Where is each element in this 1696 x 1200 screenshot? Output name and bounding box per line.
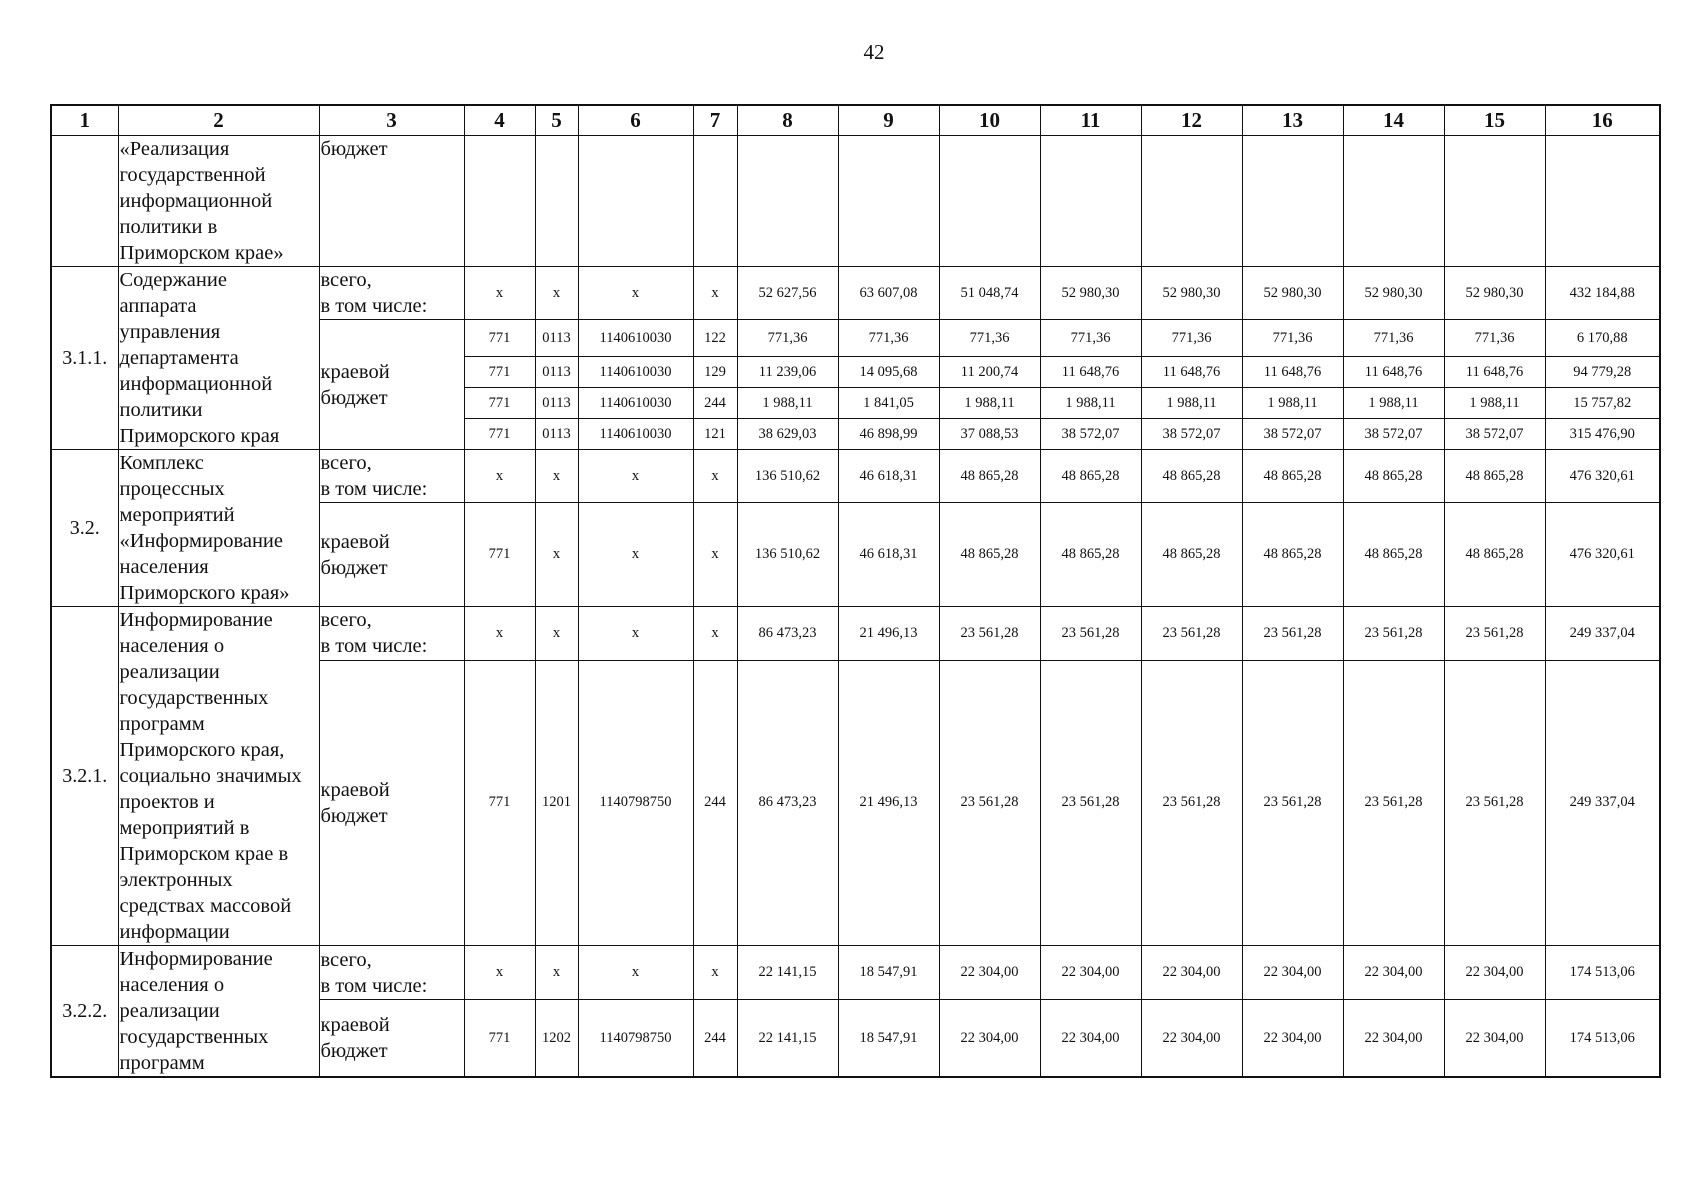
value-cell: 86 473,23 — [737, 660, 838, 945]
column-header: 3 — [319, 105, 464, 136]
item-name-cell: Содержание аппарата управления департамента информационной политики Приморского края — [118, 267, 319, 450]
value-cell: x — [464, 450, 535, 503]
value-cell — [1040, 136, 1141, 267]
value-cell: 1140610030 — [578, 320, 693, 357]
table-row — [51, 267, 1660, 320]
value-cell: 0113 — [535, 320, 578, 357]
value-cell: x — [578, 503, 693, 607]
value-cell — [1545, 136, 1660, 267]
value-cell: 476 320,61 — [1545, 503, 1660, 607]
value-cell: x — [693, 503, 737, 607]
value-cell: 22 141,15 — [737, 946, 838, 1000]
value-cell: 94 779,28 — [1545, 357, 1660, 388]
item-name-cell: Комплекс процессных мероприятий «Информирование населения Приморского края» — [118, 450, 319, 607]
column-header: 12 — [1141, 105, 1242, 136]
value-cell: 38 572,07 — [1141, 419, 1242, 450]
value-cell — [737, 136, 838, 267]
value-cell: x — [693, 450, 737, 503]
value-cell: 23 561,28 — [1444, 607, 1545, 661]
value-cell: 86 473,23 — [737, 607, 838, 661]
value-cell: 1 988,11 — [1141, 388, 1242, 419]
value-cell: 0113 — [535, 357, 578, 388]
value-cell: 22 304,00 — [1040, 1000, 1141, 1077]
value-cell: 432 184,88 — [1545, 267, 1660, 320]
item-number-cell: 3.2.2. — [51, 946, 118, 1078]
budget-table — [50, 104, 1661, 1078]
value-cell — [464, 136, 535, 267]
value-cell: 771 — [464, 320, 535, 357]
value-cell: 174 513,06 — [1545, 946, 1660, 1000]
value-cell: 23 561,28 — [939, 660, 1040, 945]
value-cell: 11 648,76 — [1242, 357, 1343, 388]
value-cell: 122 — [693, 320, 737, 357]
value-cell: 11 648,76 — [1343, 357, 1444, 388]
value-cell: 23 561,28 — [1040, 660, 1141, 945]
value-cell: 22 304,00 — [1040, 946, 1141, 1000]
value-cell: 6 170,88 — [1545, 320, 1660, 357]
value-cell: x — [578, 450, 693, 503]
value-cell: 52 980,30 — [1242, 267, 1343, 320]
value-cell: 136 510,62 — [737, 503, 838, 607]
funding-source-cell: всего, в том числе: — [319, 607, 464, 661]
value-cell: 18 547,91 — [838, 1000, 939, 1077]
value-cell: 18 547,91 — [838, 946, 939, 1000]
value-cell: x — [464, 946, 535, 1000]
value-cell: 52 980,30 — [1141, 267, 1242, 320]
value-cell: 23 561,28 — [1040, 607, 1141, 661]
value-cell: 52 980,30 — [1040, 267, 1141, 320]
value-cell: 52 980,30 — [1343, 267, 1444, 320]
value-cell: x — [693, 267, 737, 320]
value-cell: x — [535, 503, 578, 607]
value-cell — [578, 136, 693, 267]
value-cell: 0113 — [535, 388, 578, 419]
column-header: 6 — [578, 105, 693, 136]
funding-source-cell: всего, в том числе: — [319, 450, 464, 503]
value-cell: 37 088,53 — [939, 419, 1040, 450]
value-cell: 15 757,82 — [1545, 388, 1660, 419]
value-cell: 771,36 — [1343, 320, 1444, 357]
value-cell: 1 988,11 — [1444, 388, 1545, 419]
value-cell: 22 304,00 — [1343, 946, 1444, 1000]
value-cell: 23 561,28 — [1343, 607, 1444, 661]
value-cell: 771 — [464, 357, 535, 388]
item-number-cell: 3.1.1. — [51, 267, 118, 450]
value-cell: 23 561,28 — [1141, 607, 1242, 661]
value-cell: 22 304,00 — [1141, 946, 1242, 1000]
value-cell: 48 865,28 — [1343, 503, 1444, 607]
value-cell: 771,36 — [737, 320, 838, 357]
funding-source-cell: краевой бюджет — [319, 320, 464, 450]
column-header: 14 — [1343, 105, 1444, 136]
value-cell: 46 618,31 — [838, 503, 939, 607]
column-header: 10 — [939, 105, 1040, 136]
value-cell: 48 865,28 — [1040, 450, 1141, 503]
column-header: 8 — [737, 105, 838, 136]
value-cell: 771 — [464, 388, 535, 419]
table-row — [51, 946, 1660, 1000]
item-name-cell: «Реализация государственной информационной политики в Приморском крае» — [118, 136, 319, 267]
value-cell: 136 510,62 — [737, 450, 838, 503]
value-cell: 11 648,76 — [1444, 357, 1545, 388]
value-cell: 22 141,15 — [737, 1000, 838, 1077]
value-cell: 48 865,28 — [1040, 503, 1141, 607]
column-header: 13 — [1242, 105, 1343, 136]
value-cell: 48 865,28 — [1141, 450, 1242, 503]
value-cell: x — [535, 267, 578, 320]
value-cell — [1141, 136, 1242, 267]
value-cell: 22 304,00 — [939, 1000, 1040, 1077]
value-cell: 1 841,05 — [838, 388, 939, 419]
value-cell: 1140610030 — [578, 357, 693, 388]
value-cell: 1202 — [535, 1000, 578, 1077]
table-row — [51, 136, 1660, 267]
value-cell: x — [464, 267, 535, 320]
item-number-cell: 3.2. — [51, 450, 118, 607]
value-cell: 771 — [464, 1000, 535, 1077]
table-row — [51, 450, 1660, 503]
value-cell: 1140610030 — [578, 388, 693, 419]
value-cell: 11 200,74 — [939, 357, 1040, 388]
column-header: 4 — [464, 105, 535, 136]
value-cell: 1140610030 — [578, 419, 693, 450]
item-name-cell: Информирование населения о реализации государственных программ Приморского края, социально значимых проектов и мероприятий в Приморском крае в электронных средствах массовой информации — [118, 607, 319, 946]
value-cell: 771,36 — [1040, 320, 1141, 357]
value-cell: 1140798750 — [578, 660, 693, 945]
value-cell: 771 — [464, 419, 535, 450]
funding-source-cell: бюджет — [319, 136, 464, 267]
value-cell: 771,36 — [1444, 320, 1545, 357]
value-cell: 63 607,08 — [838, 267, 939, 320]
value-cell: 22 304,00 — [939, 946, 1040, 1000]
value-cell: 1201 — [535, 660, 578, 945]
value-cell: 315 476,90 — [1545, 419, 1660, 450]
page-number: 42 — [863, 40, 885, 64]
column-header: 16 — [1545, 105, 1660, 136]
value-cell — [693, 136, 737, 267]
value-cell: 23 561,28 — [1343, 660, 1444, 945]
value-cell: 129 — [693, 357, 737, 388]
value-cell: 22 304,00 — [1444, 1000, 1545, 1077]
value-cell: 244 — [693, 660, 737, 945]
value-cell: 771,36 — [838, 320, 939, 357]
value-cell: 11 239,06 — [737, 357, 838, 388]
value-cell: 22 304,00 — [1444, 946, 1545, 1000]
value-cell: 46 898,99 — [838, 419, 939, 450]
value-cell: 48 865,28 — [1242, 503, 1343, 607]
value-cell: 11 648,76 — [1040, 357, 1141, 388]
value-cell: 52 980,30 — [1444, 267, 1545, 320]
value-cell: x — [578, 267, 693, 320]
value-cell: 771 — [464, 503, 535, 607]
value-cell: 22 304,00 — [1141, 1000, 1242, 1077]
value-cell: 249 337,04 — [1545, 607, 1660, 661]
value-cell: 51 048,74 — [939, 267, 1040, 320]
value-cell: 46 618,31 — [838, 450, 939, 503]
value-cell: 23 561,28 — [1242, 660, 1343, 945]
value-cell: x — [578, 607, 693, 661]
value-cell: 23 561,28 — [1444, 660, 1545, 945]
value-cell: 52 627,56 — [737, 267, 838, 320]
value-cell: 21 496,13 — [838, 660, 939, 945]
value-cell: 38 629,03 — [737, 419, 838, 450]
header-row — [51, 105, 1660, 136]
value-cell: 48 865,28 — [1444, 450, 1545, 503]
value-cell: 121 — [693, 419, 737, 450]
column-header: 11 — [1040, 105, 1141, 136]
value-cell: 38 572,07 — [1343, 419, 1444, 450]
value-cell: x — [535, 450, 578, 503]
value-cell: 23 561,28 — [1242, 607, 1343, 661]
value-cell: 771,36 — [939, 320, 1040, 357]
table-body — [51, 136, 1660, 1078]
value-cell: 244 — [693, 1000, 737, 1077]
value-cell: 771 — [464, 660, 535, 945]
value-cell: x — [693, 607, 737, 661]
value-cell: 1 988,11 — [1343, 388, 1444, 419]
value-cell: 174 513,06 — [1545, 1000, 1660, 1077]
value-cell: 48 865,28 — [939, 450, 1040, 503]
value-cell: 22 304,00 — [1242, 1000, 1343, 1077]
funding-source-cell: всего, в том числе: — [319, 946, 464, 1000]
item-number-cell: 3.2.1. — [51, 607, 118, 946]
value-cell: 48 865,28 — [939, 503, 1040, 607]
value-cell: x — [693, 946, 737, 1000]
value-cell: 23 561,28 — [939, 607, 1040, 661]
value-cell: 22 304,00 — [1343, 1000, 1444, 1077]
value-cell — [1444, 136, 1545, 267]
column-header: 1 — [51, 105, 118, 136]
value-cell: 23 561,28 — [1141, 660, 1242, 945]
value-cell: 38 572,07 — [1040, 419, 1141, 450]
column-header: 5 — [535, 105, 578, 136]
value-cell: 244 — [693, 388, 737, 419]
value-cell: 14 095,68 — [838, 357, 939, 388]
value-cell: 22 304,00 — [1242, 946, 1343, 1000]
column-header: 2 — [118, 105, 319, 136]
value-cell — [1343, 136, 1444, 267]
value-cell: 1 988,11 — [1242, 388, 1343, 419]
value-cell: 249 337,04 — [1545, 660, 1660, 945]
table-header — [51, 105, 1660, 136]
column-header: 7 — [693, 105, 737, 136]
table-row — [51, 607, 1660, 661]
value-cell: 771,36 — [1141, 320, 1242, 357]
column-header: 15 — [1444, 105, 1545, 136]
value-cell: x — [535, 607, 578, 661]
funding-source-cell: краевой бюджет — [319, 503, 464, 607]
value-cell: x — [464, 607, 535, 661]
value-cell: 0113 — [535, 419, 578, 450]
column-header: 9 — [838, 105, 939, 136]
value-cell: 1 988,11 — [939, 388, 1040, 419]
value-cell: 48 865,28 — [1242, 450, 1343, 503]
value-cell — [535, 136, 578, 267]
value-cell: 48 865,28 — [1141, 503, 1242, 607]
funding-source-cell: краевой бюджет — [319, 1000, 464, 1077]
funding-source-cell: краевой бюджет — [319, 660, 464, 945]
value-cell: 11 648,76 — [1141, 357, 1242, 388]
value-cell: 1 988,11 — [1040, 388, 1141, 419]
value-cell — [838, 136, 939, 267]
value-cell: 38 572,07 — [1242, 419, 1343, 450]
value-cell: 48 865,28 — [1343, 450, 1444, 503]
value-cell: 48 865,28 — [1444, 503, 1545, 607]
value-cell: 38 572,07 — [1444, 419, 1545, 450]
value-cell: x — [535, 946, 578, 1000]
value-cell — [1242, 136, 1343, 267]
funding-source-cell: всего, в том числе: — [319, 267, 464, 320]
item-name-cell: Информирование населения о реализации государственных программ — [118, 946, 319, 1078]
item-number-cell — [51, 136, 118, 267]
value-cell: 21 496,13 — [838, 607, 939, 661]
value-cell: 1140798750 — [578, 1000, 693, 1077]
value-cell: 1 988,11 — [737, 388, 838, 419]
value-cell: x — [578, 946, 693, 1000]
value-cell: 771,36 — [1242, 320, 1343, 357]
value-cell: 476 320,61 — [1545, 450, 1660, 503]
value-cell — [939, 136, 1040, 267]
